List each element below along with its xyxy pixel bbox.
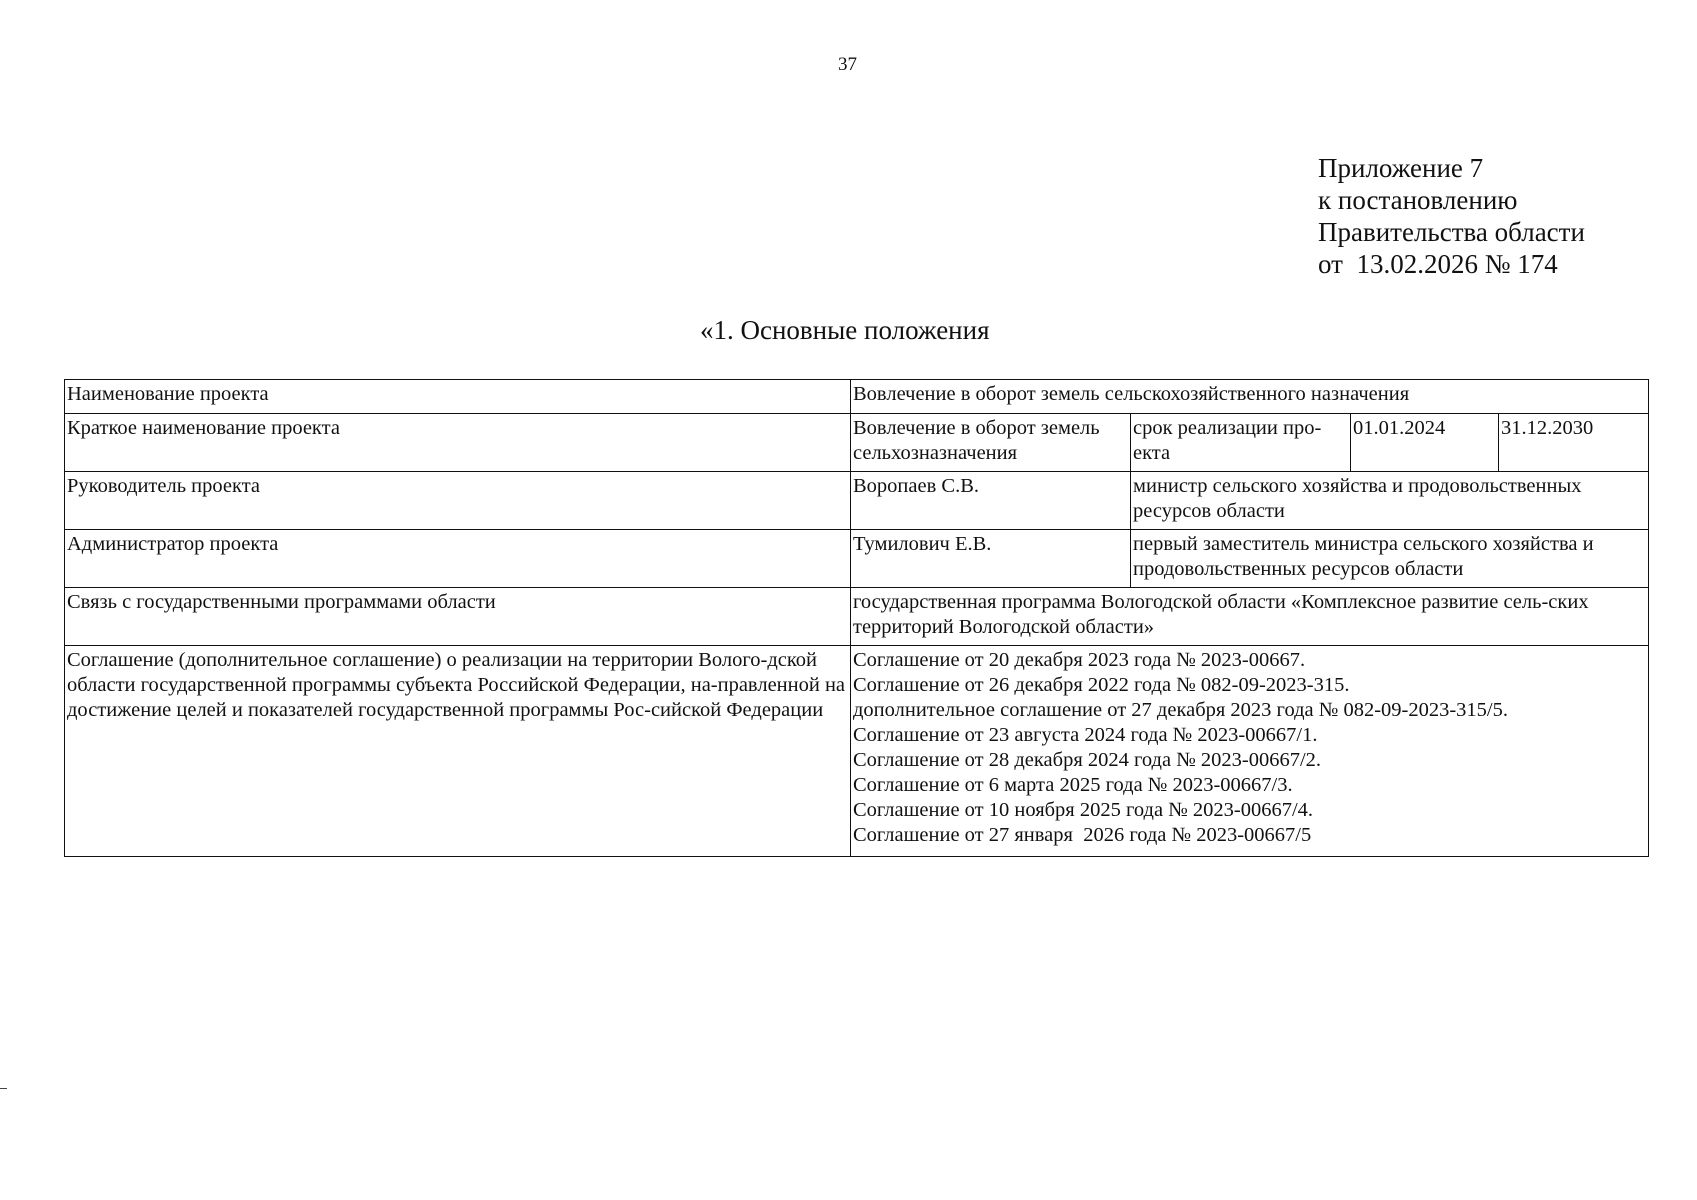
period-label: срок реализации про-екта [1131,414,1351,472]
section-title: «1. Основные положения [700,315,990,345]
agreement-item: Соглашение от 27 января 2026 года № 2023-00667/5 [853,824,1312,846]
admin-label: Администратор проекта [65,530,851,588]
project-table [64,379,1649,857]
agreement-item: Соглашение от 6 марта 2025 года № 2023-00667/3. [853,774,1293,796]
admin-position: первый заместитель министра сельского хозяйства и продовольственных ресурсов области [1131,530,1649,588]
agreement-item: Соглашение от 26 декабря 2022 года № 082-09-2023-315. [853,674,1350,696]
programs-value: государственная программа Вологодской области «Комплексное развитие сель-ских территорий Вологодской области» [851,588,1649,646]
short-name-label: Краткое наименование проекта [65,414,851,472]
page-number: 37 [838,54,857,75]
project-name-value: Вовлечение в оборот земель сельскохозяйственного назначения [851,380,1649,414]
scan-edge-mark [0,1088,7,1089]
programs-label: Связь с государственными программами области [65,588,851,646]
period-end: 31.12.2030 [1499,414,1649,472]
admin-name: Тумилович Е.В. [851,530,1131,588]
table-row [65,588,1649,646]
table-row [65,414,1649,472]
head-name: Воропаев С.В. [851,472,1131,530]
table-row [65,646,1649,857]
table-row [65,530,1649,588]
agreements-list [851,646,1649,857]
agreement-item: Соглашение от 28 декабря 2024 года № 2023-00667/2. [853,749,1322,771]
agreements-label: Соглашение (дополнительное соглашение) о реализации на территории Волого-дской области государственной программы субъекта Российской Федерации, на-правленной на достижение целей и показателей государственной программы Рос-сийской Федерации [65,646,851,857]
agreement-item: дополнительное соглашение от 27 декабря 2023 года № 082-09-2023-315/5. [853,699,1508,721]
appendix-line-3: Правительства области [1318,217,1585,247]
agreement-item: Соглашение от 20 декабря 2023 года № 2023-00667. [853,649,1306,671]
short-name-value: Вовлечение в оборот земель сельхозназначения [851,414,1131,472]
agreement-item: Соглашение от 23 августа 2024 года № 2023-00667/1. [853,724,1318,746]
appendix-line-2: к постановлению [1318,185,1518,215]
agreement-item: Соглашение от 10 ноября 2025 года № 2023-00667/4. [853,799,1314,821]
head-label: Руководитель проекта [65,472,851,530]
appendix-line-4: от 13.02.2026 № 174 [1318,249,1558,279]
appendix-line-1: Приложение 7 [1318,153,1484,183]
project-name-label: Наименование проекта [65,380,851,414]
period-start: 01.01.2024 [1351,414,1499,472]
head-position: министр сельского хозяйства и продовольственных ресурсов области [1131,472,1649,530]
appendix-block [1318,152,1585,280]
table-row [65,472,1649,530]
table-row [65,380,1649,414]
